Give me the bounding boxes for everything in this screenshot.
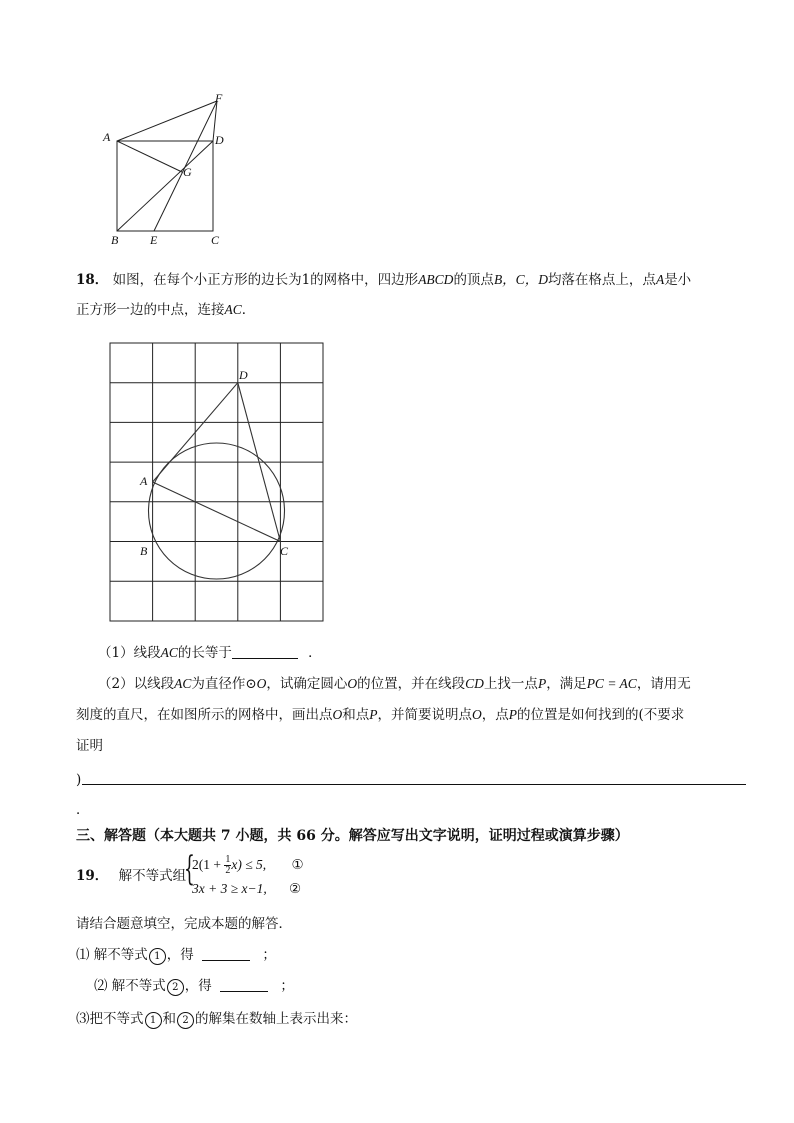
grid-label-d: D <box>239 368 248 382</box>
segment-bd <box>117 141 213 231</box>
figure-q18-grid <box>100 335 335 630</box>
circled-2: 2 <box>167 979 184 996</box>
segment-af <box>117 101 217 141</box>
q18-sub1: （1）线段AC的长等于 ． <box>98 645 322 661</box>
q18-sub2-line5: ． <box>76 802 90 818</box>
system-brace: { <box>184 849 195 889</box>
label-c: C <box>211 233 220 247</box>
q19-step3: ⑶把不等式 1 和 2 的解集在数轴上表示出来： <box>76 1011 357 1027</box>
q19-step2: ⑵ 解不等式 2 ，得 ； <box>94 978 294 994</box>
circled-2: 2 <box>177 1012 194 1029</box>
fraction-one-half: $\frac{1}{2}$ <box>225 854 231 877</box>
figure-q17 <box>95 80 245 250</box>
answer-line-q18-sub2[interactable] <box>82 784 746 785</box>
grid-label-c: C <box>280 544 289 558</box>
circled-1: 1 <box>149 948 166 965</box>
segment-ag <box>117 141 182 172</box>
label-b: B <box>111 233 119 247</box>
q18-sub2-line1: （2）以线段AC为直径作⊙O，试确定圆心O的位置，并在线段CD上找一点P，满足PC = AC，请用无 <box>98 676 691 692</box>
label-e: E <box>150 233 158 247</box>
q18-line1: 18． 如图，在每个小正方形的边长为1的网格中，四边形ABCD的顶点B，C，D均落在格点上，点A是小 <box>76 272 692 288</box>
label-g: G <box>183 165 192 179</box>
answer-blank-step1[interactable] <box>202 946 250 961</box>
inequality-2: 3x + 3 ≥ x−1, ② <box>192 881 302 897</box>
label-d: D <box>215 133 224 147</box>
inequality-1: 2(1 + $\frac{1}{2}$ x) ≤ 5, ① <box>192 854 304 877</box>
segment-ac <box>153 482 281 542</box>
circled-1: 1 <box>145 1012 162 1029</box>
label-f: F <box>215 91 223 105</box>
q19-intro: 19． 解不等式组 <box>76 868 187 884</box>
section3-title: 三、解答题（本大题共 7 小题，共 66 分。解答应写出文字说明，证明过程或演算步骤） <box>76 828 629 844</box>
q18-sub2-line3: 证明 <box>76 738 103 754</box>
q18-sub2-line2: 刻度的直尺，在如图所示的网格中，画出点O和点P，并简要说明点O，点P的位置是如何找到的(不要求 <box>76 707 685 723</box>
answer-blank-step2[interactable] <box>220 977 268 992</box>
q19-step1: ⑴ 解不等式 1 ，得 ； <box>76 947 276 963</box>
q18-line2: 正方形一边的中点，连接AC． <box>76 302 256 318</box>
label-a: A <box>103 130 111 144</box>
q19-instruction: 请结合题意填空，完成本题的解答． <box>76 916 292 932</box>
q18-sub2-line4: ) <box>76 772 82 788</box>
grid-label-a: A <box>140 474 148 488</box>
grid-label-b: B <box>140 544 148 558</box>
answer-blank-ac-length[interactable] <box>232 644 298 659</box>
